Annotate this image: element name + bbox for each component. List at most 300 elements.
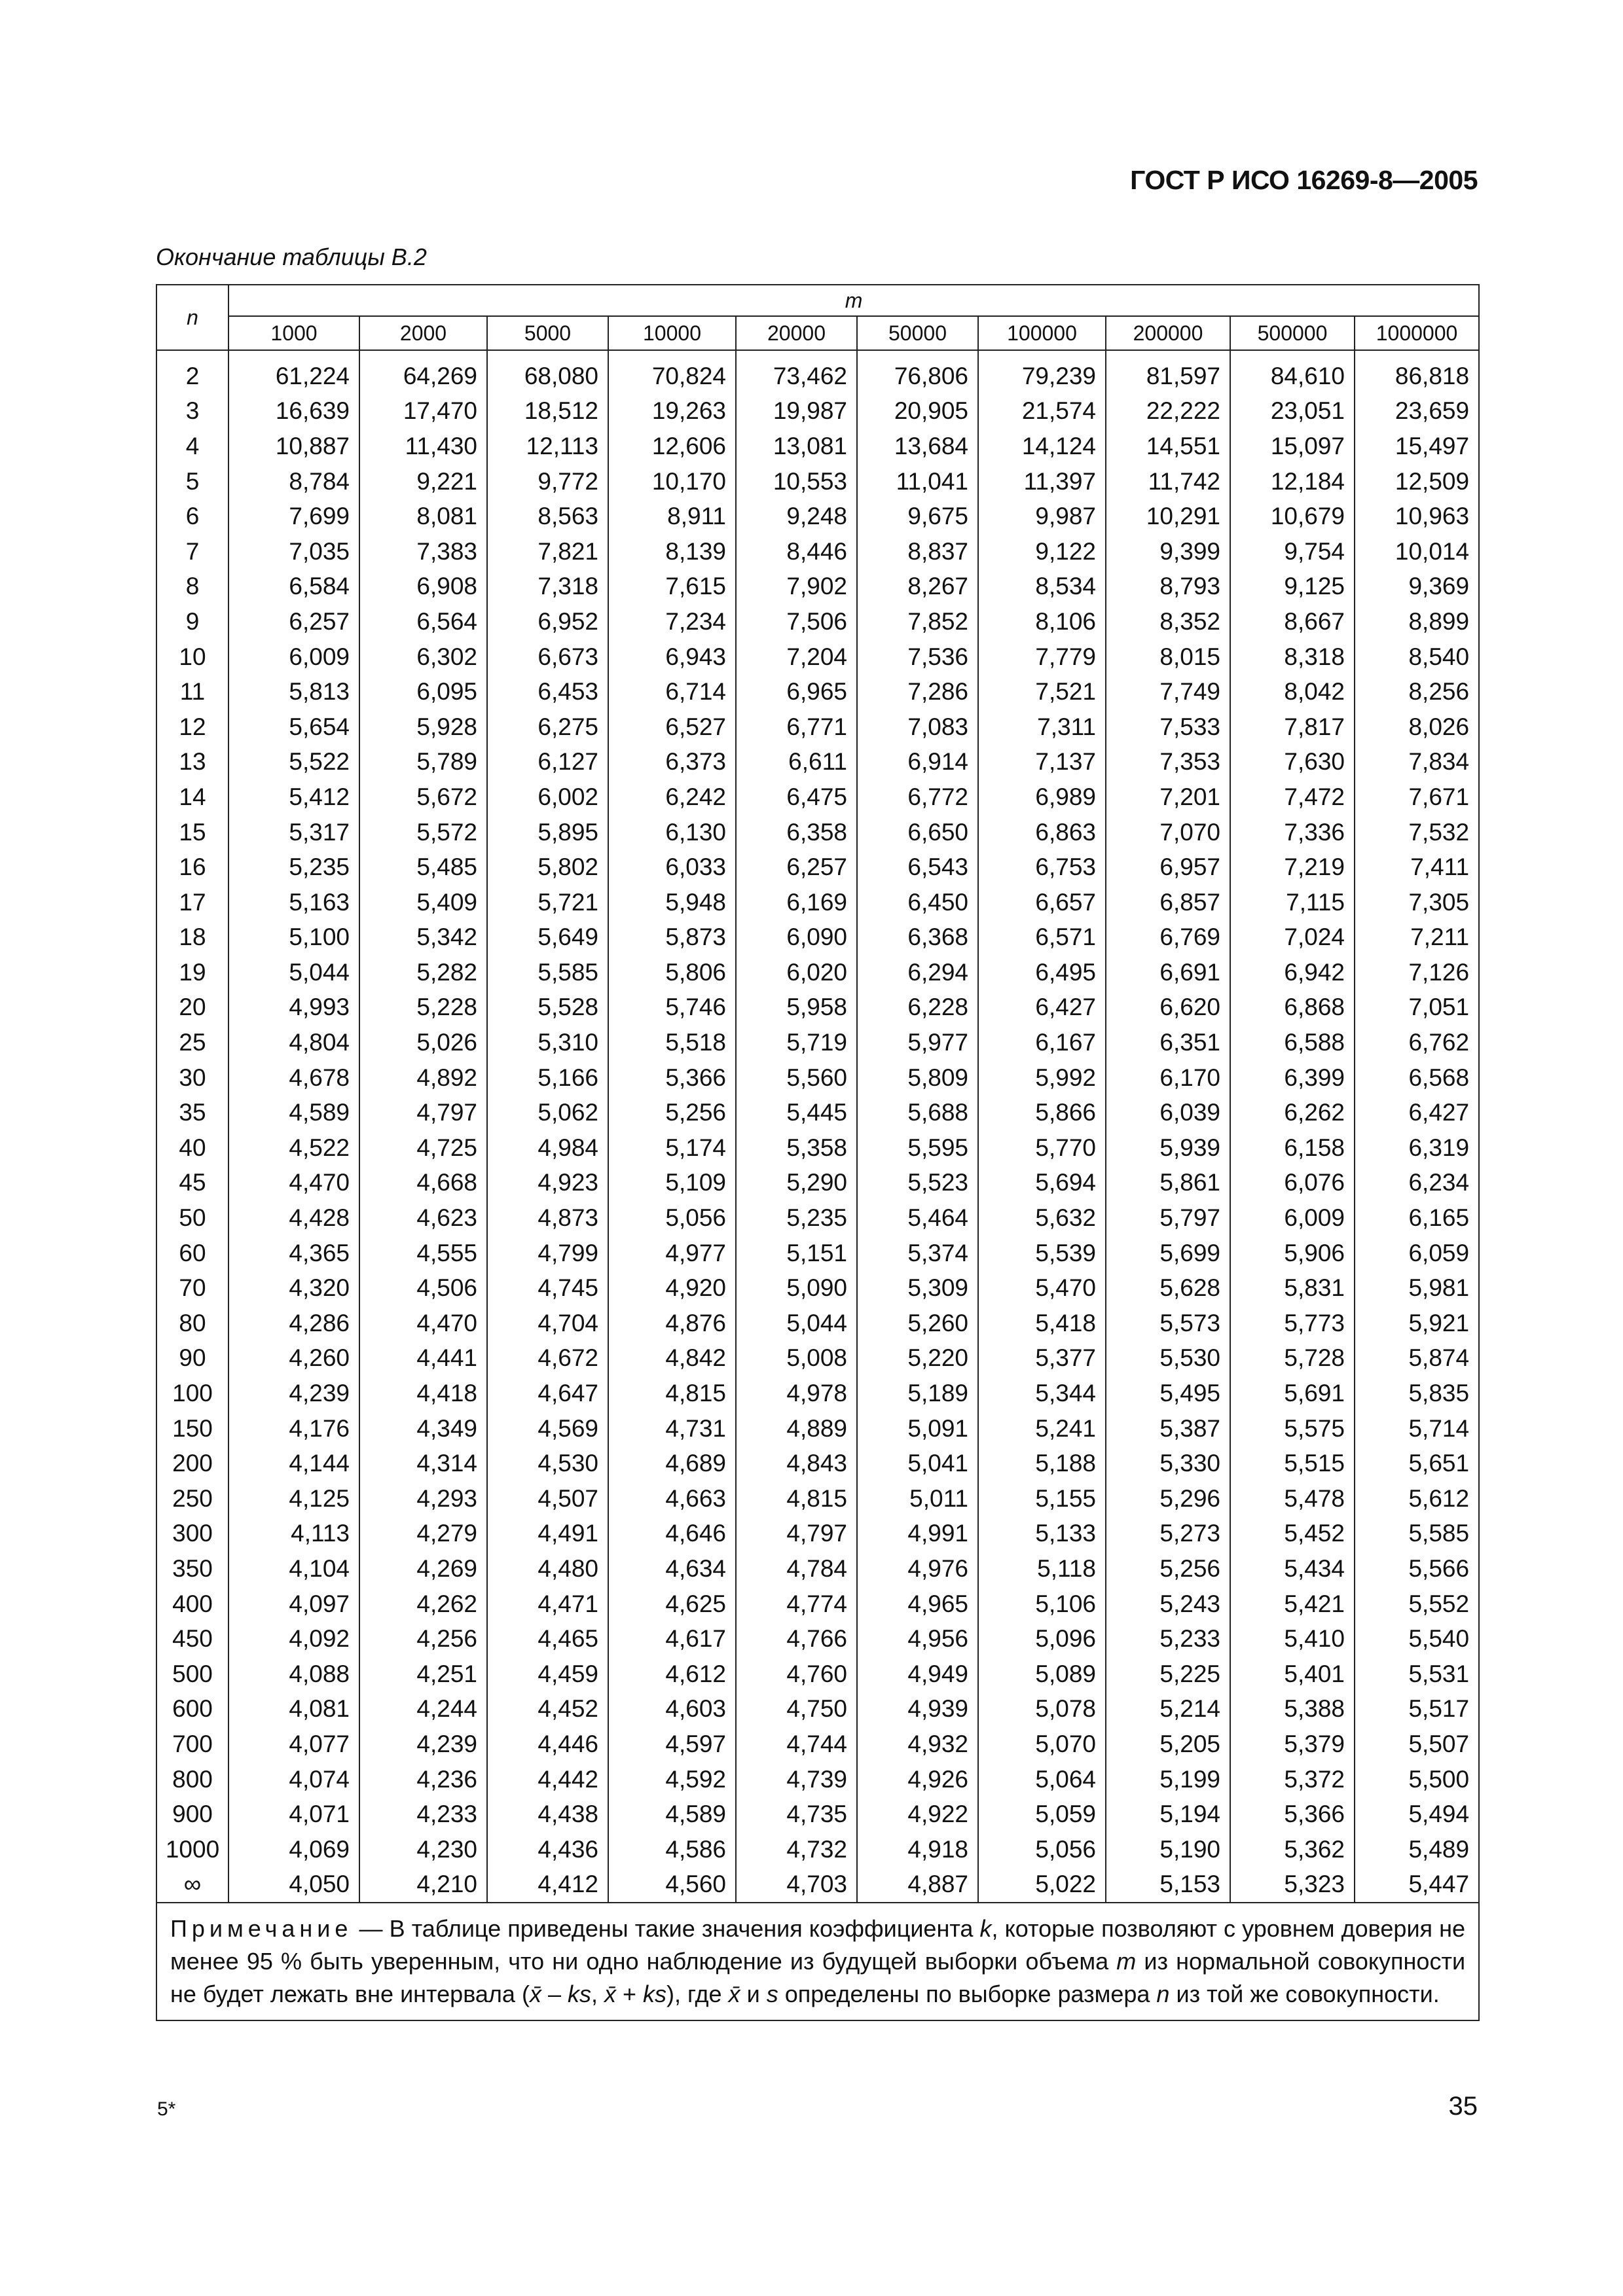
k-value-cell: 4,704 xyxy=(487,1306,608,1341)
n-cell: 9 xyxy=(156,604,228,639)
k-value-cell: 4,470 xyxy=(359,1306,487,1341)
k-value-cell: 4,612 xyxy=(608,1657,736,1692)
k-value-cell: 6,302 xyxy=(359,639,487,675)
k-value-cell: 61,224 xyxy=(228,350,359,394)
k-value-cell: 5,366 xyxy=(608,1060,736,1096)
k-value-cell: 5,153 xyxy=(1106,1867,1230,1903)
k-value-cell: 8,318 xyxy=(1230,639,1355,675)
k-value-cell: 23,051 xyxy=(1230,394,1355,429)
k-value-cell: 4,233 xyxy=(359,1797,487,1832)
k-value-cell: 4,804 xyxy=(228,1025,359,1060)
n-cell: 40 xyxy=(156,1130,228,1166)
table-row xyxy=(156,1481,1479,1516)
k-value-cell: 4,125 xyxy=(228,1481,359,1516)
k-value-cell: 7,024 xyxy=(1230,920,1355,956)
k-value-cell: 7,699 xyxy=(228,499,359,534)
k-value-cell: 5,022 xyxy=(978,1867,1106,1903)
k-value-cell: 4,480 xyxy=(487,1551,608,1587)
k-value-cell: 4,438 xyxy=(487,1797,608,1832)
k-value-cell: 9,754 xyxy=(1230,534,1355,569)
k-value-cell: 5,813 xyxy=(228,674,359,709)
k-value-cell: 21,574 xyxy=(978,394,1106,429)
k-value-cell: 7,615 xyxy=(608,569,736,605)
k-value-cell: 5,090 xyxy=(736,1270,857,1306)
k-value-cell: 4,236 xyxy=(359,1762,487,1797)
k-value-cell: 7,083 xyxy=(857,709,978,745)
k-value-cell: 5,809 xyxy=(857,1060,978,1096)
k-value-cell: 4,978 xyxy=(736,1376,857,1411)
k-value-cell: 4,210 xyxy=(359,1867,487,1903)
k-value-cell: 4,956 xyxy=(857,1621,978,1657)
k-value-cell: 7,353 xyxy=(1106,745,1230,780)
k-value-cell: 4,428 xyxy=(228,1200,359,1236)
k-value-cell: 5,575 xyxy=(1230,1411,1355,1446)
k-value-cell: 4,113 xyxy=(228,1516,359,1552)
k-value-cell: 6,358 xyxy=(736,815,857,850)
k-value-cell: 4,251 xyxy=(359,1657,487,1692)
k-value-cell: 76,806 xyxy=(857,350,978,394)
k-value-cell: 4,074 xyxy=(228,1762,359,1797)
k-value-cell: 5,188 xyxy=(978,1446,1106,1481)
k-value-cell: 5,056 xyxy=(978,1832,1106,1867)
k-value-cell: 8,793 xyxy=(1106,569,1230,605)
k-value-cell: 5,317 xyxy=(228,815,359,850)
k-value-cell: 5,309 xyxy=(857,1270,978,1306)
k-value-cell: 5,797 xyxy=(1106,1200,1230,1236)
k-value-cell: 6,495 xyxy=(978,955,1106,990)
k-value-cell: 4,672 xyxy=(487,1341,608,1376)
k-value-cell: 5,560 xyxy=(736,1060,857,1096)
k-value-cell: 6,158 xyxy=(1230,1130,1355,1166)
k-value-cell: 5,566 xyxy=(1355,1551,1479,1587)
k-value-cell: 6,914 xyxy=(857,745,978,780)
k-value-cell: 5,958 xyxy=(736,990,857,1026)
k-value-cell: 7,472 xyxy=(1230,780,1355,815)
k-value-cell: 81,597 xyxy=(1106,350,1230,394)
note-label: Примечание xyxy=(170,1915,353,1943)
k-value-cell: 6,571 xyxy=(978,920,1106,956)
k-value-cell: 5,372 xyxy=(1230,1762,1355,1797)
n-cell: 15 xyxy=(156,815,228,850)
k-value-cell: 7,318 xyxy=(487,569,608,605)
k-value-cell: 4,491 xyxy=(487,1516,608,1552)
k-value-cell: 8,256 xyxy=(1355,674,1479,709)
k-value-cell: 5,921 xyxy=(1355,1306,1479,1341)
k-value-cell: 9,125 xyxy=(1230,569,1355,605)
k-value-cell: 5,445 xyxy=(736,1095,857,1130)
m-column-header: 1000000 xyxy=(1355,316,1479,350)
k-value-cell: 5,155 xyxy=(978,1481,1106,1516)
table-row xyxy=(156,1306,1479,1341)
m-column-header: 100000 xyxy=(978,316,1106,350)
n-cell: 80 xyxy=(156,1306,228,1341)
k-value-cell: 8,267 xyxy=(857,569,978,605)
k-value-cell: 8,081 xyxy=(359,499,487,534)
k-value-cell: 5,517 xyxy=(1355,1692,1479,1727)
table-row xyxy=(156,499,1479,534)
k-value-cell: 5,421 xyxy=(1230,1587,1355,1622)
k-value-cell: 4,589 xyxy=(608,1797,736,1832)
k-value-cell: 5,746 xyxy=(608,990,736,1026)
n-cell: 600 xyxy=(156,1692,228,1727)
n-cell: 250 xyxy=(156,1481,228,1516)
n-cell: 4 xyxy=(156,429,228,464)
k-value-cell: 5,523 xyxy=(857,1166,978,1201)
k-value-cell: 5,358 xyxy=(736,1130,857,1166)
k-value-cell: 7,383 xyxy=(359,534,487,569)
k-value-cell: 4,446 xyxy=(487,1727,608,1762)
k-value-cell: 5,585 xyxy=(1355,1516,1479,1552)
k-value-cell: 8,352 xyxy=(1106,604,1230,639)
k-value-cell: 5,330 xyxy=(1106,1446,1230,1481)
k-value-cell: 6,373 xyxy=(608,745,736,780)
k-value-cell: 5,133 xyxy=(978,1516,1106,1552)
k-value-cell: 7,533 xyxy=(1106,709,1230,745)
k-value-cell: 7,521 xyxy=(978,674,1106,709)
k-value-cell: 10,014 xyxy=(1355,534,1479,569)
table-row xyxy=(156,604,1479,639)
k-value-cell: 4,244 xyxy=(359,1692,487,1727)
table-row xyxy=(156,1095,1479,1130)
k-value-cell: 6,368 xyxy=(857,920,978,956)
k-value-cell: 6,165 xyxy=(1355,1200,1479,1236)
k-value-cell: 7,126 xyxy=(1355,955,1479,990)
k-value-cell: 9,248 xyxy=(736,499,857,534)
k-value-cell: 4,732 xyxy=(736,1832,857,1867)
k-value-cell: 20,905 xyxy=(857,394,978,429)
k-value-cell: 5,806 xyxy=(608,955,736,990)
k-value-cell: 4,256 xyxy=(359,1621,487,1657)
k-value-cell: 4,260 xyxy=(228,1341,359,1376)
k-value-cell: 4,843 xyxy=(736,1446,857,1481)
k-value-cell: 14,551 xyxy=(1106,429,1230,464)
k-value-cell: 5,906 xyxy=(1230,1236,1355,1271)
k-value-cell: 12,184 xyxy=(1230,464,1355,499)
k-value-cell: 7,779 xyxy=(978,639,1106,675)
k-value-cell: 5,290 xyxy=(736,1166,857,1201)
k-value-cell: 5,447 xyxy=(1355,1867,1479,1903)
k-value-cell: 4,555 xyxy=(359,1236,487,1271)
k-value-cell: 4,634 xyxy=(608,1551,736,1587)
k-value-cell: 5,522 xyxy=(228,745,359,780)
k-value-cell: 5,228 xyxy=(359,990,487,1026)
k-value-cell: 4,412 xyxy=(487,1867,608,1903)
k-value-cell: 8,026 xyxy=(1355,709,1479,745)
k-value-cell: 6,908 xyxy=(359,569,487,605)
k-value-cell: 5,835 xyxy=(1355,1376,1479,1411)
k-value-cell: 5,387 xyxy=(1106,1411,1230,1446)
k-value-cell: 4,050 xyxy=(228,1867,359,1903)
k-value-cell: 5,011 xyxy=(857,1481,978,1516)
k-value-cell: 4,784 xyxy=(736,1551,857,1587)
k-value-cell: 6,650 xyxy=(857,815,978,850)
k-value-cell: 6,427 xyxy=(1355,1095,1479,1130)
k-value-cell: 5,008 xyxy=(736,1341,857,1376)
k-value-cell: 7,035 xyxy=(228,534,359,569)
k-value-cell: 7,630 xyxy=(1230,745,1355,780)
k-value-cell: 7,852 xyxy=(857,604,978,639)
k-value-cell: 5,241 xyxy=(978,1411,1106,1446)
m-values-header-row xyxy=(156,316,1479,350)
k-value-cell: 6,234 xyxy=(1355,1166,1479,1201)
k-value-cell: 8,563 xyxy=(487,499,608,534)
m-column-header: 1000 xyxy=(228,316,359,350)
k-value-cell: 10,887 xyxy=(228,429,359,464)
n-cell: 30 xyxy=(156,1060,228,1096)
k-value-cell: 4,889 xyxy=(736,1411,857,1446)
table-row xyxy=(156,1341,1479,1376)
k-value-cell: 18,512 xyxy=(487,394,608,429)
k-value-cell: 5,235 xyxy=(228,850,359,885)
table-row xyxy=(156,1411,1479,1446)
table-row xyxy=(156,780,1479,815)
n-cell: 7 xyxy=(156,534,228,569)
k-value-cell: 7,821 xyxy=(487,534,608,569)
k-value-cell: 4,876 xyxy=(608,1306,736,1341)
k-value-cell: 6,943 xyxy=(608,639,736,675)
n-cell: 50 xyxy=(156,1200,228,1236)
table-row xyxy=(156,1657,1479,1692)
k-value-cell: 8,911 xyxy=(608,499,736,534)
m-column-header: 20000 xyxy=(736,316,857,350)
k-value-cell: 5,199 xyxy=(1106,1762,1230,1797)
k-value-cell: 4,176 xyxy=(228,1411,359,1446)
k-value-cell: 4,470 xyxy=(228,1166,359,1201)
k-value-cell: 6,002 xyxy=(487,780,608,815)
k-value-cell: 4,922 xyxy=(857,1797,978,1832)
k-value-cell: 6,952 xyxy=(487,604,608,639)
k-value-cell: 4,465 xyxy=(487,1621,608,1657)
k-value-cell: 4,663 xyxy=(608,1481,736,1516)
k-value-cell: 7,219 xyxy=(1230,850,1355,885)
k-value-cell: 5,572 xyxy=(359,815,487,850)
k-value-cell: 4,977 xyxy=(608,1236,736,1271)
k-value-cell: 5,507 xyxy=(1355,1727,1479,1762)
k-value-cell: 7,532 xyxy=(1355,815,1479,850)
k-value-cell: 4,923 xyxy=(487,1166,608,1201)
k-value-cell: 8,446 xyxy=(736,534,857,569)
table-row xyxy=(156,1867,1479,1903)
k-value-cell: 4,873 xyxy=(487,1200,608,1236)
k-value-cell: 10,553 xyxy=(736,464,857,499)
k-value-cell: 13,684 xyxy=(857,429,978,464)
k-value-cell: 5,044 xyxy=(228,955,359,990)
k-value-cell: 5,728 xyxy=(1230,1341,1355,1376)
k-value-cell: 6,427 xyxy=(978,990,1106,1026)
k-value-cell: 4,646 xyxy=(608,1516,736,1552)
k-value-cell: 19,987 xyxy=(736,394,857,429)
k-value-cell: 5,895 xyxy=(487,815,608,850)
k-value-cell: 5,106 xyxy=(978,1587,1106,1622)
k-value-cell: 15,497 xyxy=(1355,429,1479,464)
k-value-cell: 5,632 xyxy=(978,1200,1106,1236)
k-value-cell: 5,410 xyxy=(1230,1621,1355,1657)
k-value-cell: 4,625 xyxy=(608,1587,736,1622)
k-value-cell: 6,657 xyxy=(978,885,1106,920)
k-value-cell: 5,651 xyxy=(1355,1446,1479,1481)
table-row xyxy=(156,1236,1479,1271)
k-value-cell: 5,464 xyxy=(857,1200,978,1236)
k-value-cell: 4,750 xyxy=(736,1692,857,1727)
k-value-cell: 7,305 xyxy=(1355,885,1479,920)
table-row xyxy=(156,990,1479,1026)
table-caption: Окончание таблицы В.2 xyxy=(156,243,427,270)
k-value-cell: 7,536 xyxy=(857,639,978,675)
k-value-cell: 6,714 xyxy=(608,674,736,709)
k-value-cell: 4,077 xyxy=(228,1727,359,1762)
k-value-cell: 14,124 xyxy=(978,429,1106,464)
n-cell: 300 xyxy=(156,1516,228,1552)
k-value-cell: 8,139 xyxy=(608,534,736,569)
k-value-cell: 4,436 xyxy=(487,1832,608,1867)
k-value-cell: 5,256 xyxy=(1106,1551,1230,1587)
k-value-cell: 7,817 xyxy=(1230,709,1355,745)
k-value-cell: 6,351 xyxy=(1106,1025,1230,1060)
k-value-cell: 5,282 xyxy=(359,955,487,990)
k-value-cell: 6,127 xyxy=(487,745,608,780)
k-value-cell: 7,336 xyxy=(1230,815,1355,850)
table-body xyxy=(156,350,1479,1903)
k-value-cell: 4,069 xyxy=(228,1832,359,1867)
k-value-cell: 4,744 xyxy=(736,1727,857,1762)
k-value-cell: 4,926 xyxy=(857,1762,978,1797)
k-value-cell: 5,366 xyxy=(1230,1797,1355,1832)
k-value-cell: 6,130 xyxy=(608,815,736,850)
k-value-cell: 4,735 xyxy=(736,1797,857,1832)
k-value-cell: 5,948 xyxy=(608,885,736,920)
n-cell: 35 xyxy=(156,1095,228,1130)
n-cell: 350 xyxy=(156,1551,228,1587)
k-value-cell: 4,892 xyxy=(359,1060,487,1096)
k-value-cell: 4,239 xyxy=(228,1376,359,1411)
k-value-cell: 6,169 xyxy=(736,885,857,920)
k-value-cell: 4,349 xyxy=(359,1411,487,1446)
k-value-cell: 5,540 xyxy=(1355,1621,1479,1657)
k-value-cell: 17,470 xyxy=(359,394,487,429)
k-value-cell: 5,649 xyxy=(487,920,608,956)
k-value-cell: 5,205 xyxy=(1106,1727,1230,1762)
k-value-cell: 6,020 xyxy=(736,955,857,990)
k-value-cell: 6,772 xyxy=(857,780,978,815)
k-value-cell: 4,815 xyxy=(736,1481,857,1516)
k-value-cell: 6,673 xyxy=(487,639,608,675)
k-value-cell: 4,815 xyxy=(608,1376,736,1411)
k-value-cell: 19,263 xyxy=(608,394,736,429)
table-row xyxy=(156,429,1479,464)
k-value-cell: 5,981 xyxy=(1355,1270,1479,1306)
table-row xyxy=(156,639,1479,675)
k-value-cell: 6,942 xyxy=(1230,955,1355,990)
k-value-cell: 4,088 xyxy=(228,1657,359,1692)
k-value-cell: 4,097 xyxy=(228,1587,359,1622)
k-value-cell: 5,214 xyxy=(1106,1692,1230,1727)
k-value-cell: 7,902 xyxy=(736,569,857,605)
k-value-cell: 5,873 xyxy=(608,920,736,956)
k-value-cell: 4,418 xyxy=(359,1376,487,1411)
k-value-cell: 6,257 xyxy=(228,604,359,639)
n-cell: 90 xyxy=(156,1341,228,1376)
k-value-cell: 6,771 xyxy=(736,709,857,745)
k-value-cell: 4,991 xyxy=(857,1516,978,1552)
k-value-cell: 5,773 xyxy=(1230,1306,1355,1341)
k-value-cell: 5,388 xyxy=(1230,1692,1355,1727)
k-value-cell: 6,167 xyxy=(978,1025,1106,1060)
k-value-cell: 8,015 xyxy=(1106,639,1230,675)
k-value-cell: 4,774 xyxy=(736,1587,857,1622)
k-value-cell: 5,628 xyxy=(1106,1270,1230,1306)
k-value-cell: 4,745 xyxy=(487,1270,608,1306)
document-code: ГОСТ Р ИСО 16269-8—2005 xyxy=(1130,165,1478,195)
n-cell: 900 xyxy=(156,1797,228,1832)
k-value-cell: 4,262 xyxy=(359,1587,487,1622)
k-value-cell: 84,610 xyxy=(1230,350,1355,394)
k-value-cell: 5,928 xyxy=(359,709,487,745)
k-value-cell: 5,374 xyxy=(857,1236,978,1271)
k-value-cell: 4,092 xyxy=(228,1621,359,1657)
k-value-cell: 4,320 xyxy=(228,1270,359,1306)
k-value-cell: 7,115 xyxy=(1230,885,1355,920)
k-value-cell: 5,401 xyxy=(1230,1657,1355,1692)
k-value-cell: 4,071 xyxy=(228,1797,359,1832)
k-value-cell: 4,766 xyxy=(736,1621,857,1657)
k-value-cell: 5,059 xyxy=(978,1797,1106,1832)
k-value-cell: 5,802 xyxy=(487,850,608,885)
k-value-cell: 7,211 xyxy=(1355,920,1479,956)
k-value-cell: 68,080 xyxy=(487,350,608,394)
k-value-cell: 5,078 xyxy=(978,1692,1106,1727)
k-value-cell: 5,494 xyxy=(1355,1797,1479,1832)
k-value-cell: 8,042 xyxy=(1230,674,1355,709)
k-value-cell: 5,552 xyxy=(1355,1587,1479,1622)
k-value-cell: 6,170 xyxy=(1106,1060,1230,1096)
k-value-cell: 9,772 xyxy=(487,464,608,499)
k-value-cell: 4,668 xyxy=(359,1166,487,1201)
k-value-cell: 7,051 xyxy=(1355,990,1479,1026)
table-row xyxy=(156,1446,1479,1481)
k-value-cell: 5,344 xyxy=(978,1376,1106,1411)
k-value-cell: 5,539 xyxy=(978,1236,1106,1271)
k-value-cell: 5,452 xyxy=(1230,1516,1355,1552)
k-value-cell: 6,611 xyxy=(736,745,857,780)
k-value-cell: 4,920 xyxy=(608,1270,736,1306)
k-value-cell: 10,291 xyxy=(1106,499,1230,534)
k-value-cell: 9,122 xyxy=(978,534,1106,569)
k-value-cell: 9,369 xyxy=(1355,569,1479,605)
k-value-cell: 6,568 xyxy=(1355,1060,1479,1096)
k-value-cell: 5,190 xyxy=(1106,1832,1230,1867)
k-value-cell: 7,311 xyxy=(978,709,1106,745)
k-value-cell: 6,090 xyxy=(736,920,857,956)
k-value-cell: 5,233 xyxy=(1106,1621,1230,1657)
table-row xyxy=(156,815,1479,850)
n-cell: 45 xyxy=(156,1166,228,1201)
table-row xyxy=(156,745,1479,780)
k-value-cell: 4,887 xyxy=(857,1867,978,1903)
k-value-cell: 4,279 xyxy=(359,1516,487,1552)
k-value-cell: 5,672 xyxy=(359,780,487,815)
footer-sheet-mark: 5* xyxy=(157,2098,176,2120)
k-value-cell: 4,976 xyxy=(857,1551,978,1587)
k-value-cell: 16,639 xyxy=(228,394,359,429)
k-value-cell: 8,667 xyxy=(1230,604,1355,639)
k-value-cell: 5,235 xyxy=(736,1200,857,1236)
m-column-header: 50000 xyxy=(857,316,978,350)
k-value-cell: 5,056 xyxy=(608,1200,736,1236)
m-column-header: 200000 xyxy=(1106,316,1230,350)
k-value-cell: 15,097 xyxy=(1230,429,1355,464)
k-value-cell: 7,234 xyxy=(608,604,736,639)
coefficient-table xyxy=(156,284,1480,2021)
